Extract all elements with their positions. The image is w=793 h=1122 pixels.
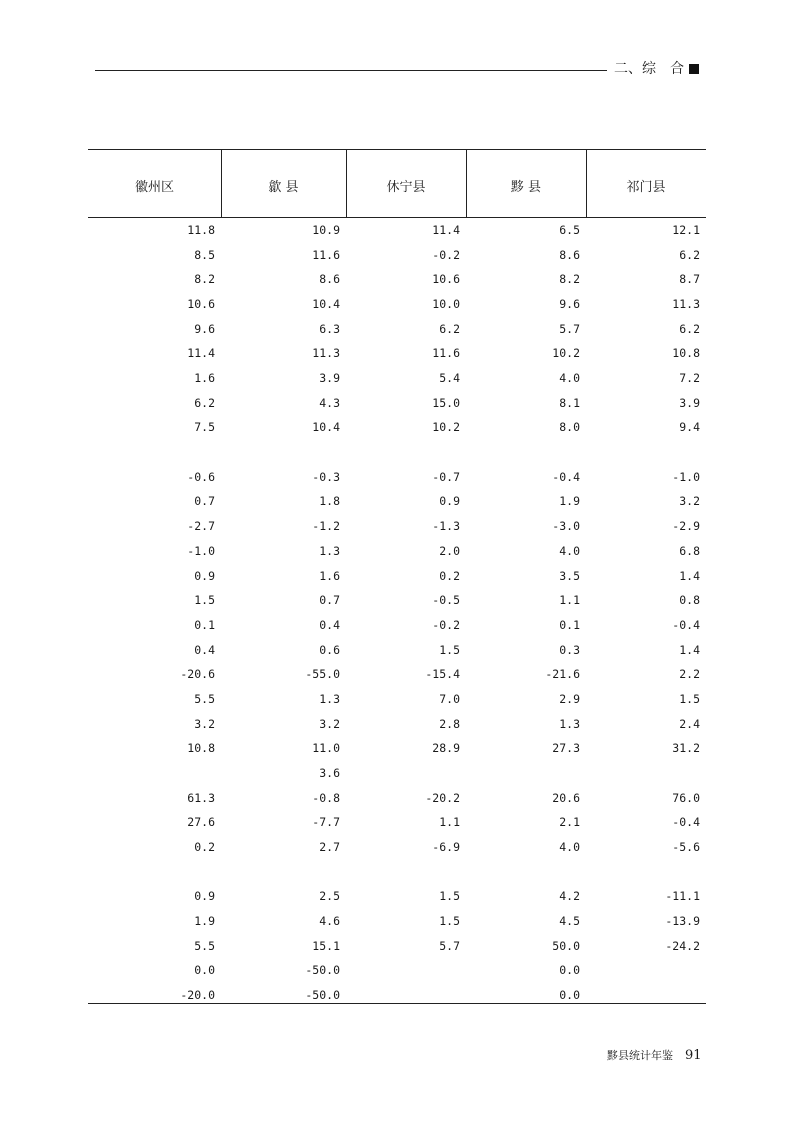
table-cell: 7.2 bbox=[679, 371, 700, 386]
table-cell: 8.7 bbox=[679, 272, 700, 287]
table-cell: 0.0 bbox=[194, 963, 215, 978]
column-header: 歙 县 bbox=[268, 180, 299, 195]
table-top-rule bbox=[88, 149, 706, 150]
table-cell: 11.8 bbox=[187, 223, 215, 237]
table-cell: 11.6 bbox=[312, 247, 340, 262]
table-cell: -15.4 bbox=[425, 667, 460, 682]
table-cell: 0.0 bbox=[559, 988, 580, 1003]
table-cell: 76.0 bbox=[672, 790, 700, 805]
table-cell: -50.0 bbox=[305, 988, 340, 1003]
table-cell: 1.5 bbox=[439, 889, 460, 904]
table-cell: 5.7 bbox=[439, 938, 460, 953]
table-cell: 50.0 bbox=[552, 938, 580, 953]
table-cell: 5.5 bbox=[194, 938, 215, 953]
table-cell: 6.2 bbox=[439, 321, 460, 336]
table-bottom-rule bbox=[88, 1003, 706, 1004]
table-cell: 6.5 bbox=[559, 223, 580, 237]
table-cell: 10.4 bbox=[312, 420, 340, 435]
column-header: 祁门县 bbox=[626, 180, 666, 195]
table-cell: -0.8 bbox=[312, 790, 340, 805]
column-header: 黟 县 bbox=[510, 180, 542, 195]
table-header-rule bbox=[88, 217, 706, 218]
table-cell: 4.5 bbox=[559, 914, 580, 929]
table-cell: 3.2 bbox=[679, 494, 700, 509]
table-cell: 2.9 bbox=[559, 691, 580, 706]
table-cell: 6.3 bbox=[319, 321, 340, 336]
table-cell: 3.9 bbox=[679, 395, 700, 410]
table-cell: 4.2 bbox=[559, 889, 580, 904]
table-cell: 3.9 bbox=[319, 371, 340, 386]
table-cell: 1.4 bbox=[679, 568, 700, 583]
table-cell: 1.6 bbox=[319, 568, 340, 583]
table-cell: 0.1 bbox=[194, 617, 215, 632]
table-cell: 3.5 bbox=[559, 568, 580, 583]
table-cell: 2.8 bbox=[439, 716, 460, 731]
table-cell: 4.6 bbox=[319, 914, 340, 929]
table-cell: -13.9 bbox=[665, 914, 700, 929]
table-cell: 8.1 bbox=[559, 395, 580, 410]
column-header: 徽州区 bbox=[134, 180, 174, 195]
table-cell: 5.5 bbox=[194, 691, 215, 706]
table-cell: -0.5 bbox=[432, 593, 460, 608]
table-cell: 8.5 bbox=[194, 247, 215, 262]
table-cell: 31.2 bbox=[672, 741, 700, 756]
table-cell: 27.3 bbox=[552, 741, 580, 756]
table-cell: 1.3 bbox=[319, 691, 340, 706]
table-cell: 1.3 bbox=[559, 716, 580, 731]
table-cell: -0.7 bbox=[432, 469, 460, 484]
section-title-prefix: 二、综 bbox=[614, 61, 656, 77]
table-cell: -0.6 bbox=[187, 469, 215, 484]
section-title-suffix: 合 bbox=[670, 61, 684, 77]
table-cell: 3.2 bbox=[319, 716, 340, 731]
table-cell: 8.0 bbox=[559, 420, 580, 435]
table-cell: 2.0 bbox=[439, 543, 460, 558]
table-cell: 9.6 bbox=[194, 321, 215, 336]
table-cell: 11.0 bbox=[312, 741, 340, 756]
table-cell: 0.7 bbox=[194, 494, 215, 509]
table-cell: 1.5 bbox=[439, 642, 460, 657]
table-cell: -5.6 bbox=[672, 840, 700, 854]
table-cell: -7.7 bbox=[312, 815, 340, 830]
table-cell: 1.3 bbox=[319, 543, 340, 558]
table-cell: -21.6 bbox=[545, 667, 580, 682]
table-cell: 8.6 bbox=[559, 247, 580, 262]
table-cell: 0.3 bbox=[559, 642, 580, 657]
table-cell: 4.0 bbox=[559, 371, 580, 386]
table-cell: -0.4 bbox=[672, 617, 700, 632]
table-cell: 8.2 bbox=[194, 272, 215, 287]
table-cell: -3.0 bbox=[552, 519, 580, 534]
table-cell: -20.2 bbox=[425, 790, 460, 805]
table-cell: 0.4 bbox=[319, 617, 340, 632]
table-cell: 0.2 bbox=[194, 840, 215, 854]
square-marker-icon bbox=[689, 64, 699, 74]
table-cell: 6.2 bbox=[679, 321, 700, 336]
table-cell: -2.7 bbox=[187, 519, 215, 534]
table-cell: 6.8 bbox=[679, 543, 700, 558]
table-cell: -0.3 bbox=[312, 469, 340, 484]
table-cell: 5.7 bbox=[559, 321, 580, 336]
table-cell: 11.3 bbox=[312, 346, 340, 361]
table-cell: 2.1 bbox=[559, 815, 580, 830]
table-cell: -24.2 bbox=[665, 938, 700, 953]
table-cell: 8.6 bbox=[319, 272, 340, 287]
table-cell: 11.3 bbox=[672, 297, 700, 312]
table-cell: -1.2 bbox=[312, 519, 340, 534]
page-footer bbox=[607, 1047, 702, 1063]
table-cell: -0.2 bbox=[432, 247, 460, 262]
header-rule bbox=[95, 70, 607, 71]
table-cell: 5.4 bbox=[439, 371, 460, 386]
table-cell: 3.6 bbox=[319, 765, 340, 780]
table-cell: 9.4 bbox=[679, 420, 700, 435]
table-cell: 1.4 bbox=[679, 642, 700, 657]
table-cell: 61.3 bbox=[187, 790, 215, 805]
table-cell: 10.2 bbox=[432, 420, 460, 435]
table-cell: 28.9 bbox=[432, 741, 460, 756]
table-cell: 0.9 bbox=[439, 494, 460, 509]
table-cell: 1.6 bbox=[194, 371, 215, 386]
table-cell: 4.0 bbox=[559, 543, 580, 558]
table-cell: 8.2 bbox=[559, 272, 580, 287]
table-cell: 4.3 bbox=[319, 395, 340, 410]
footer-book-title: 黟县统计年鉴 bbox=[607, 1049, 673, 1062]
table-cell: 1.9 bbox=[194, 914, 215, 929]
section-title bbox=[614, 58, 699, 78]
table-cell: -20.6 bbox=[180, 667, 215, 682]
table-cell: -1.0 bbox=[672, 469, 700, 484]
table-cell: -0.2 bbox=[432, 617, 460, 632]
table-cell: -1.3 bbox=[432, 519, 460, 534]
table-cell: -11.1 bbox=[665, 889, 700, 904]
table-cell: 7.5 bbox=[194, 420, 215, 435]
table-cell: 0.9 bbox=[194, 889, 215, 904]
table-cell: 1.5 bbox=[679, 691, 700, 706]
table-cell: 1.5 bbox=[194, 593, 215, 608]
table-cell: 10.6 bbox=[432, 272, 460, 287]
table-cell: -0.4 bbox=[552, 469, 580, 484]
table-cell: 2.7 bbox=[319, 840, 340, 854]
table-cell: 10.9 bbox=[312, 223, 340, 237]
table-cell: 15.1 bbox=[312, 938, 340, 953]
table-cell: 2.4 bbox=[679, 716, 700, 731]
table-cell: -55.0 bbox=[305, 667, 340, 682]
table-cell: 11.6 bbox=[432, 346, 460, 361]
table-cell: 0.1 bbox=[559, 617, 580, 632]
table-cell: 11.4 bbox=[187, 346, 215, 361]
table-cell: -20.0 bbox=[180, 988, 215, 1003]
table-cell: 10.4 bbox=[312, 297, 340, 312]
table-cell: 11.4 bbox=[432, 223, 460, 237]
table-cell: 1.9 bbox=[559, 494, 580, 509]
table-cell: 0.2 bbox=[439, 568, 460, 583]
table-cell: 0.4 bbox=[194, 642, 215, 657]
table-cell: 1.1 bbox=[439, 815, 460, 830]
table-cell: 1.1 bbox=[559, 593, 580, 608]
table-cell: 0.9 bbox=[194, 568, 215, 583]
table-cell: 7.0 bbox=[439, 691, 460, 706]
page-number: 91 bbox=[685, 1048, 702, 1063]
table-cell: 0.0 bbox=[559, 963, 580, 978]
table-cell: -6.9 bbox=[432, 840, 460, 854]
table-cell: 6.2 bbox=[679, 247, 700, 262]
table-cell: 0.6 bbox=[319, 642, 340, 657]
table-cell: -50.0 bbox=[305, 963, 340, 978]
table-cell: 0.7 bbox=[319, 593, 340, 608]
table-cell: 6.2 bbox=[194, 395, 215, 410]
table-cell: 15.0 bbox=[432, 395, 460, 410]
table-cell: -0.4 bbox=[672, 815, 700, 830]
table-cell: 10.2 bbox=[552, 346, 580, 361]
table-cell: 10.0 bbox=[432, 297, 460, 312]
column-header: 休宁县 bbox=[386, 180, 426, 195]
table-cell: 10.6 bbox=[187, 297, 215, 312]
table-cell: 0.8 bbox=[679, 593, 700, 608]
table-cell: 10.8 bbox=[672, 346, 700, 361]
table-cell: -1.0 bbox=[187, 543, 215, 558]
table-cell: 27.6 bbox=[187, 815, 215, 830]
table-cell: 2.5 bbox=[319, 889, 340, 904]
table-cell: 4.0 bbox=[559, 840, 580, 854]
table-cell: 1.5 bbox=[439, 914, 460, 929]
table-cell: 1.8 bbox=[319, 494, 340, 509]
table-cell: 2.2 bbox=[679, 667, 700, 682]
table-cell: -2.9 bbox=[672, 519, 700, 534]
table-cell: 9.6 bbox=[559, 297, 580, 312]
table-cell: 3.2 bbox=[194, 716, 215, 731]
table-cell: 10.8 bbox=[187, 741, 215, 756]
table-cell: 12.1 bbox=[672, 223, 700, 237]
table-cell: 20.6 bbox=[552, 790, 580, 805]
